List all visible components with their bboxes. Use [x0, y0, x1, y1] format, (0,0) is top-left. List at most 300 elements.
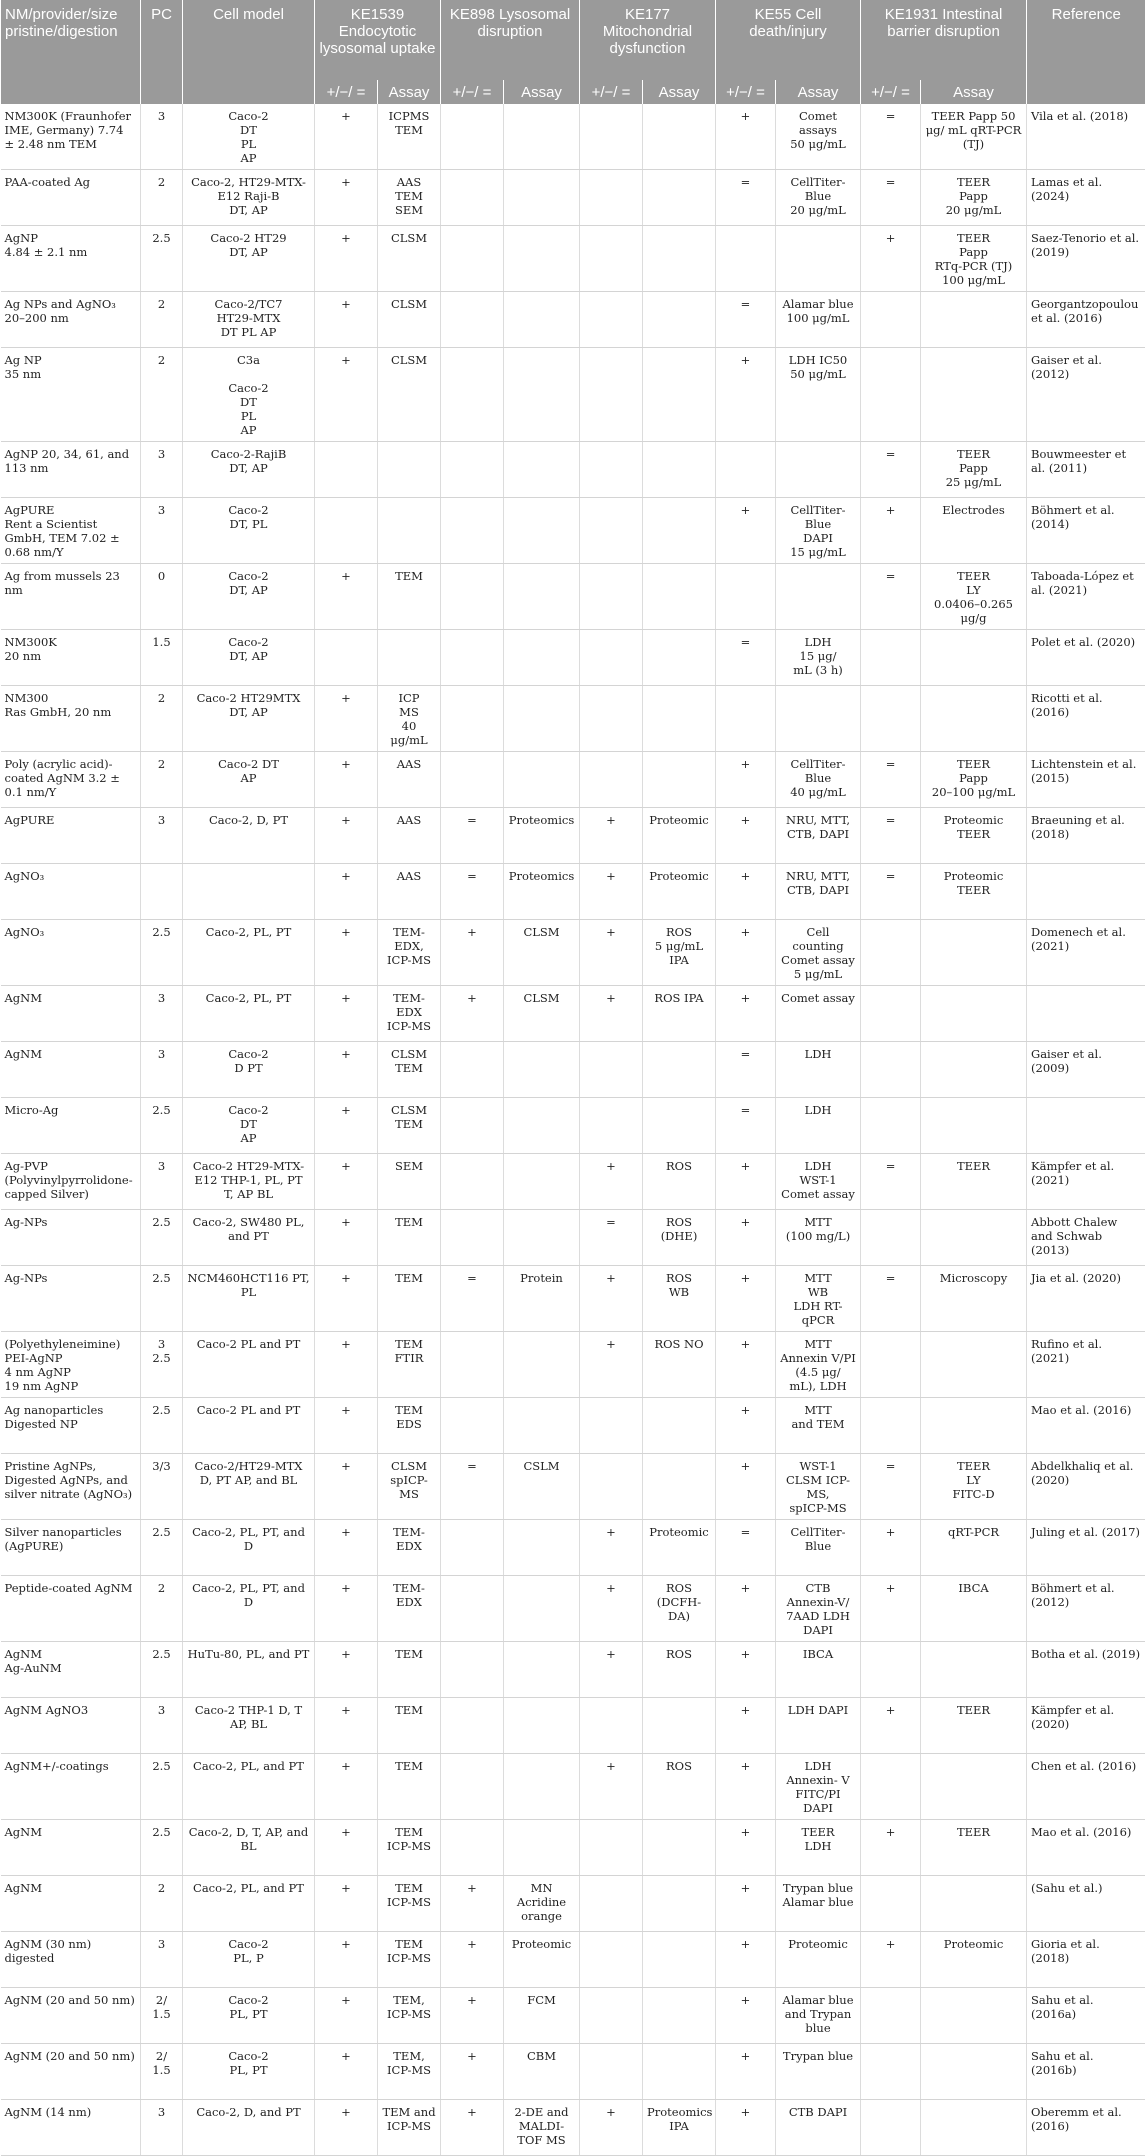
- ke898-assay-cell: [504, 498, 580, 564]
- ke898-sign-cell: [441, 1642, 504, 1698]
- pc-cell: 0: [141, 564, 183, 630]
- ke1539-assay-cell: TEM ICP-MS: [378, 1932, 441, 1988]
- ke177-assay-cell: [643, 104, 716, 170]
- nm-cell: AgNM: [1, 986, 141, 1042]
- table-row: [1, 292, 1145, 348]
- ke55-sign-cell: =: [716, 170, 776, 226]
- ke1539-sign-cell: +: [315, 1398, 378, 1454]
- ke177-assay-cell: [643, 226, 716, 292]
- ke55-sign-cell: =: [716, 1520, 776, 1576]
- pc-cell: 3: [141, 1698, 183, 1754]
- ke55-assay-cell: Cell counting Comet assay 5 μg/mL: [776, 920, 861, 986]
- nm-cell: AgNM AgNO3: [1, 1698, 141, 1754]
- ke55-sign-cell: +: [716, 1642, 776, 1698]
- ke1931-assay-cell: [921, 630, 1027, 686]
- table-row: [1, 564, 1145, 630]
- ke1931-assay-cell: [921, 1332, 1027, 1398]
- cell-model-cell: Caco-2, SW480 PL, and PT: [183, 1210, 315, 1266]
- cell-model-cell: Caco-2/HT29-MTX D, PT AP, and BL: [183, 1454, 315, 1520]
- cell-model-cell: Caco-2-RajiB DT, AP: [183, 442, 315, 498]
- ke55-sign-cell: +: [716, 348, 776, 442]
- ke1931-sign-cell: [861, 348, 921, 442]
- ke1539-sign-cell: +: [315, 1154, 378, 1210]
- pc-cell: 2.5: [141, 1754, 183, 1820]
- ke1539-assay-cell: [378, 498, 441, 564]
- table-row: [1, 1520, 1145, 1576]
- nm-cell: Poly (acrylic acid)-coated AgNM 3.2 ± 0.1 nm/Y: [1, 752, 141, 808]
- ke1539-assay-cell: TEM: [378, 1642, 441, 1698]
- ke177-assay-cell: [643, 1698, 716, 1754]
- ke1931-assay-cell: TEER LY FITC-D: [921, 1454, 1027, 1520]
- ke55-sign-cell: [716, 442, 776, 498]
- ke177-sign-cell: [580, 1932, 643, 1988]
- ke55-assay-cell: WST-1 CLSM ICP-MS, spICP-MS: [776, 1454, 861, 1520]
- ke55-assay-cell: LDH IC50 50 μg/mL: [776, 348, 861, 442]
- ke177-assay-cell: Proteomic: [643, 1520, 716, 1576]
- ke898-sign-cell: [441, 752, 504, 808]
- ke1931-assay-cell: Proteomic TEER: [921, 864, 1027, 920]
- ke177-sign-cell: [580, 752, 643, 808]
- reference-cell: Ricotti et al. (2016): [1027, 686, 1145, 752]
- ke898-assay-cell: [504, 1332, 580, 1398]
- cell-model-cell: Caco-2 DT, PL: [183, 498, 315, 564]
- col-nm: NM/provider/size pristine/digestion: [1, 0, 141, 104]
- ke898-assay-cell: FCM: [504, 1988, 580, 2044]
- cell-model-cell: Caco-2, D, PT: [183, 808, 315, 864]
- ke898-sign-cell: [441, 1210, 504, 1266]
- reference-cell: Botha et al. (2019): [1027, 1642, 1145, 1698]
- col-ke898: KE898 Lysosomal disruption: [441, 0, 580, 80]
- pc-cell: 2: [141, 752, 183, 808]
- cell-model-cell: Caco-2 DT, AP: [183, 564, 315, 630]
- ke898-sign-cell: +: [441, 1876, 504, 1932]
- ke177-assay-cell: [643, 1042, 716, 1098]
- col-ke55: KE55 Cell death/injury: [716, 0, 861, 80]
- ke55-sign-cell: [716, 564, 776, 630]
- reference-cell: [1027, 1098, 1145, 1154]
- ke177-assay-cell: [643, 1876, 716, 1932]
- subcol-assay: Assay: [921, 80, 1027, 104]
- ke1539-sign-cell: +: [315, 1576, 378, 1642]
- ke1931-sign-cell: +: [861, 498, 921, 564]
- ke1539-assay-cell: SEM: [378, 1154, 441, 1210]
- ke898-sign-cell: =: [441, 1266, 504, 1332]
- ke177-assay-cell: ROS WB: [643, 1266, 716, 1332]
- nm-cell: NM300 Ras GmbH, 20 nm: [1, 686, 141, 752]
- ke898-sign-cell: [441, 630, 504, 686]
- cell-model-cell: Caco-2 PL, PT: [183, 1988, 315, 2044]
- ke898-sign-cell: [441, 170, 504, 226]
- ke177-sign-cell: +: [580, 864, 643, 920]
- pc-cell: 2.5: [141, 1098, 183, 1154]
- nm-cell: Ag-PVP (Polyvinylpyrrolidone-capped Silver): [1, 1154, 141, 1210]
- ke1539-assay-cell: TEM-EDX, ICP-MS: [378, 920, 441, 986]
- ke177-sign-cell: [580, 1042, 643, 1098]
- ke177-assay-cell: [643, 348, 716, 442]
- ke55-sign-cell: +: [716, 752, 776, 808]
- ke1931-sign-cell: [861, 1398, 921, 1454]
- ke1931-sign-cell: [861, 1642, 921, 1698]
- ke55-sign-cell: [716, 686, 776, 752]
- table-row: [1, 1754, 1145, 1820]
- ke1931-sign-cell: =: [861, 808, 921, 864]
- ke177-assay-cell: [643, 442, 716, 498]
- pc-cell: 2: [141, 292, 183, 348]
- ke1539-sign-cell: +: [315, 1876, 378, 1932]
- ke898-sign-cell: [441, 1520, 504, 1576]
- ke55-assay-cell: LDH: [776, 1098, 861, 1154]
- ke177-sign-cell: [580, 1098, 643, 1154]
- ke1539-sign-cell: +: [315, 2100, 378, 2156]
- ke55-sign-cell: +: [716, 1266, 776, 1332]
- cell-model-cell: [183, 864, 315, 920]
- table-row: [1, 1820, 1145, 1876]
- ke1539-assay-cell: TEM: [378, 1210, 441, 1266]
- table-row: [1, 986, 1145, 1042]
- ke55-sign-cell: +: [716, 1210, 776, 1266]
- ke1931-sign-cell: =: [861, 752, 921, 808]
- ke898-sign-cell: [441, 226, 504, 292]
- reference-cell: Gioria et al. (2018): [1027, 1932, 1145, 1988]
- ke1539-assay-cell: CLSM: [378, 348, 441, 442]
- ke177-sign-cell: [580, 2044, 643, 2100]
- ke177-assay-cell: [643, 1454, 716, 1520]
- nm-cell: AgNP 20, 34, 61, and 113 nm: [1, 442, 141, 498]
- nm-cell: Peptide-coated AgNM: [1, 1576, 141, 1642]
- reference-cell: Saez-Tenorio et al. (2019): [1027, 226, 1145, 292]
- ke177-sign-cell: [580, 348, 643, 442]
- ke898-sign-cell: +: [441, 986, 504, 1042]
- table-header: [1, 0, 1145, 104]
- ke898-sign-cell: =: [441, 1454, 504, 1520]
- nm-cell: NM300K (Fraunhofer IME, Germany) 7.74 ± 2.48 nm TEM: [1, 104, 141, 170]
- ke1539-assay-cell: TEM and ICP-MS: [378, 2100, 441, 2156]
- col-ke177: KE177 Mitochondrial dysfunction: [580, 0, 716, 80]
- ke55-assay-cell: Trypan blue Alamar blue: [776, 1876, 861, 1932]
- ke898-assay-cell: [504, 1698, 580, 1754]
- ke1539-assay-cell: AAS: [378, 808, 441, 864]
- ke1539-sign-cell: +: [315, 752, 378, 808]
- cell-model-cell: Caco-2 D PT: [183, 1042, 315, 1098]
- ke1931-assay-cell: TEER: [921, 1154, 1027, 1210]
- cell-model-cell: Caco-2, D, and PT: [183, 2100, 315, 2156]
- ke55-sign-cell: +: [716, 1876, 776, 1932]
- cell-model-cell: Caco-2, PL, and PT: [183, 1754, 315, 1820]
- pc-cell: 2/ 1.5: [141, 2044, 183, 2100]
- ke1931-sign-cell: [861, 1876, 921, 1932]
- ke1931-sign-cell: [861, 1098, 921, 1154]
- ke55-sign-cell: +: [716, 920, 776, 986]
- ke55-sign-cell: +: [716, 1576, 776, 1642]
- reference-cell: Juling et al. (2017): [1027, 1520, 1145, 1576]
- ke177-assay-cell: [643, 752, 716, 808]
- reference-cell: Jia et al. (2020): [1027, 1266, 1145, 1332]
- ke1539-assay-cell: TEM-EDX: [378, 1520, 441, 1576]
- ke1539-assay-cell: TEM: [378, 564, 441, 630]
- nm-cell: Ag-NPs: [1, 1210, 141, 1266]
- ke177-sign-cell: [580, 104, 643, 170]
- nm-cell: AgNM (20 and 50 nm): [1, 2044, 141, 2100]
- ke177-sign-cell: [580, 292, 643, 348]
- cell-model-cell: Caco-2, HT29-MTX-E12 Raji-B DT, AP: [183, 170, 315, 226]
- ke55-sign-cell: +: [716, 1754, 776, 1820]
- cell-model-cell: Caco-2, PL, PT, and D: [183, 1520, 315, 1576]
- ke1931-assay-cell: TEER Papp 20–100 μg/mL: [921, 752, 1027, 808]
- ke177-assay-cell: ROS NO: [643, 1332, 716, 1398]
- pc-cell: 3: [141, 1932, 183, 1988]
- ke55-sign-cell: +: [716, 104, 776, 170]
- table-row: [1, 1642, 1145, 1698]
- table-row: [1, 630, 1145, 686]
- ke177-assay-cell: [643, 170, 716, 226]
- reference-cell: Gaiser et al. (2009): [1027, 1042, 1145, 1098]
- reference-cell: Lichtenstein et al. (2015): [1027, 752, 1145, 808]
- ke1539-assay-cell: ICP MS 40 μg/mL: [378, 686, 441, 752]
- ke1931-sign-cell: =: [861, 1454, 921, 1520]
- pc-cell: 2.5: [141, 1266, 183, 1332]
- ke1539-assay-cell: TEM: [378, 1266, 441, 1332]
- nm-cell: Ag NPs and AgNO₃ 20–200 nm: [1, 292, 141, 348]
- cell-model-cell: Caco-2 THP-1 D, T AP, BL: [183, 1698, 315, 1754]
- ke898-assay-cell: [504, 1098, 580, 1154]
- ke898-assay-cell: [504, 292, 580, 348]
- table-row: [1, 920, 1145, 986]
- table-row: [1, 2100, 1145, 2156]
- ke1931-assay-cell: [921, 1988, 1027, 2044]
- nm-cell: AgNM: [1, 1820, 141, 1876]
- ke177-assay-cell: [643, 1098, 716, 1154]
- ke1539-sign-cell: +: [315, 170, 378, 226]
- table-row: [1, 1576, 1145, 1642]
- ke898-assay-cell: Proteomic: [504, 1932, 580, 1988]
- ke55-assay-cell: Alamar blue 100 μg/mL: [776, 292, 861, 348]
- ke1931-assay-cell: [921, 1876, 1027, 1932]
- table-body: [1, 104, 1145, 2156]
- ke898-assay-cell: Proteomics: [504, 808, 580, 864]
- ke177-sign-cell: [580, 564, 643, 630]
- ke1539-sign-cell: +: [315, 1098, 378, 1154]
- nm-cell: AgNM+/-coatings: [1, 1754, 141, 1820]
- ke898-assay-cell: CSLM: [504, 1454, 580, 1520]
- ke55-sign-cell: +: [716, 1820, 776, 1876]
- ke898-sign-cell: +: [441, 2100, 504, 2156]
- table-row: [1, 752, 1145, 808]
- ke898-assay-cell: [504, 1154, 580, 1210]
- table-row: [1, 170, 1145, 226]
- ke177-sign-cell: [580, 686, 643, 752]
- table-row: [1, 442, 1145, 498]
- subcol-sign: +/−/ =: [441, 80, 504, 104]
- ke1539-assay-cell: TEM ICP-MS: [378, 1820, 441, 1876]
- ke177-sign-cell: +: [580, 1266, 643, 1332]
- reference-cell: Böhmert et al. (2014): [1027, 498, 1145, 564]
- reference-cell: Sahu et al. (2016a): [1027, 1988, 1145, 2044]
- ke1539-sign-cell: +: [315, 986, 378, 1042]
- nm-cell: AgPURE: [1, 808, 141, 864]
- ke1539-sign-cell: +: [315, 808, 378, 864]
- ke177-assay-cell: ROS (DHE): [643, 1210, 716, 1266]
- nm-cell: Pristine AgNPs, Digested AgNPs, and silver nitrate (AgNO₃): [1, 1454, 141, 1520]
- ke898-assay-cell: [504, 1210, 580, 1266]
- ke1539-assay-cell: TEM FTIR: [378, 1332, 441, 1398]
- ke55-assay-cell: MTT (100 mg/L): [776, 1210, 861, 1266]
- ke1539-sign-cell: [315, 630, 378, 686]
- table-row: [1, 1876, 1145, 1932]
- ke1931-assay-cell: TEER LY 0.0406–0.265 μg/g: [921, 564, 1027, 630]
- ke177-sign-cell: +: [580, 1332, 643, 1398]
- subcol-sign: +/−/ =: [716, 80, 776, 104]
- nm-cell: Micro-Ag: [1, 1098, 141, 1154]
- ke1539-sign-cell: +: [315, 920, 378, 986]
- ke1539-sign-cell: +: [315, 2044, 378, 2100]
- table-row: [1, 498, 1145, 564]
- ke55-assay-cell: CellTiter-Blue DAPI 15 μg/mL: [776, 498, 861, 564]
- table-row: [1, 1154, 1145, 1210]
- ke1931-sign-cell: +: [861, 1820, 921, 1876]
- pc-cell: 3: [141, 1042, 183, 1098]
- ke898-sign-cell: [441, 564, 504, 630]
- cell-model-cell: Caco-2 HT29-MTX-E12 THP-1, PL, PT T, AP BL: [183, 1154, 315, 1210]
- reference-cell: Taboada-López et al. (2021): [1027, 564, 1145, 630]
- ke1931-sign-cell: [861, 2044, 921, 2100]
- pc-cell: 3: [141, 498, 183, 564]
- ke1931-sign-cell: [861, 686, 921, 752]
- ke1931-assay-cell: [921, 1398, 1027, 1454]
- ke177-assay-cell: [643, 1988, 716, 2044]
- cell-model-cell: Caco-2, PL, PT: [183, 986, 315, 1042]
- ke898-assay-cell: [504, 1520, 580, 1576]
- reference-cell: Polet et al. (2020): [1027, 630, 1145, 686]
- cell-model-cell: Caco-2, PL, PT: [183, 920, 315, 986]
- ke1539-assay-cell: CLSM TEM: [378, 1042, 441, 1098]
- col-reference: Reference: [1027, 0, 1145, 104]
- ke1539-sign-cell: +: [315, 1988, 378, 2044]
- ke55-assay-cell: LDH: [776, 1042, 861, 1098]
- ke1539-sign-cell: [315, 498, 378, 564]
- ke55-sign-cell: +: [716, 1932, 776, 1988]
- ke898-assay-cell: [504, 686, 580, 752]
- ke177-assay-cell: ROS: [643, 1642, 716, 1698]
- reference-cell: Mao et al. (2016): [1027, 1820, 1145, 1876]
- ke1931-assay-cell: TEER Papp RTq-PCR (TJ) 100 μg/mL: [921, 226, 1027, 292]
- ke898-sign-cell: [441, 348, 504, 442]
- table-row: [1, 226, 1145, 292]
- ke55-assay-cell: Proteomic: [776, 1932, 861, 1988]
- nm-cell: AgNO₃: [1, 920, 141, 986]
- ke1539-sign-cell: +: [315, 1642, 378, 1698]
- ke898-assay-cell: [504, 442, 580, 498]
- nm-cell: AgNO₃: [1, 864, 141, 920]
- ke1539-assay-cell: CLSM: [378, 226, 441, 292]
- ke1931-assay-cell: Proteomic TEER: [921, 808, 1027, 864]
- subcol-sign: +/−/ =: [580, 80, 643, 104]
- ke898-assay-cell: MN Acridine orange: [504, 1876, 580, 1932]
- ke177-assay-cell: ROS IPA: [643, 986, 716, 1042]
- reference-cell: Kämpfer et al. (2020): [1027, 1698, 1145, 1754]
- ke55-assay-cell: LDH Annexin- V FITC/PI DAPI: [776, 1754, 861, 1820]
- table-row: [1, 104, 1145, 170]
- ke177-sign-cell: [580, 1398, 643, 1454]
- cell-model-cell: C3a Caco-2 DT PL AP: [183, 348, 315, 442]
- ke55-assay-cell: Trypan blue: [776, 2044, 861, 2100]
- ke177-sign-cell: [580, 1454, 643, 1520]
- nm-cell: Ag NP 35 nm: [1, 348, 141, 442]
- ke1931-sign-cell: =: [861, 442, 921, 498]
- ke55-assay-cell: CTB Annexin-V/ 7AAD LDH DAPI: [776, 1576, 861, 1642]
- ke55-assay-cell: NRU, MTT, CTB, DAPI: [776, 808, 861, 864]
- ke898-sign-cell: [441, 1698, 504, 1754]
- reference-cell: (Sahu et al.): [1027, 1876, 1145, 1932]
- ke1931-sign-cell: [861, 1988, 921, 2044]
- table-row: [1, 1042, 1145, 1098]
- table-row: [1, 2044, 1145, 2100]
- cell-model-cell: Caco-2/TC7 HT29-MTX DT PL AP: [183, 292, 315, 348]
- ke55-assay-cell: CellTiter-Blue 20 μg/mL: [776, 170, 861, 226]
- reference-cell: Böhmert et al. (2012): [1027, 1576, 1145, 1642]
- subcol-assay: Assay: [643, 80, 716, 104]
- nm-cell: AgNM (30 nm) digested: [1, 1932, 141, 1988]
- ke55-sign-cell: +: [716, 1332, 776, 1398]
- reference-cell: Domenech et al. (2021): [1027, 920, 1145, 986]
- nm-cell: (Polyethyleneimine) PEI-AgNP 4 nm AgNP 19 nm AgNP: [1, 1332, 141, 1398]
- ke1539-assay-cell: AAS TEM SEM: [378, 170, 441, 226]
- table-row: [1, 1210, 1145, 1266]
- ke1931-assay-cell: [921, 920, 1027, 986]
- ke898-sign-cell: [441, 498, 504, 564]
- ke1539-assay-cell: TEM, ICP-MS: [378, 1988, 441, 2044]
- pc-cell: 3: [141, 986, 183, 1042]
- ke1539-sign-cell: +: [315, 1454, 378, 1520]
- ke898-assay-cell: [504, 752, 580, 808]
- ke1931-assay-cell: [921, 1098, 1027, 1154]
- ke1931-sign-cell: [861, 1332, 921, 1398]
- ke177-assay-cell: [643, 292, 716, 348]
- pc-cell: 3/3: [141, 1454, 183, 1520]
- reference-cell: Georgantzopoulou et al. (2016): [1027, 292, 1145, 348]
- ke177-assay-cell: ROS 5 μg/mL IPA: [643, 920, 716, 986]
- nm-cell: Ag nanoparticles Digested NP: [1, 1398, 141, 1454]
- ke1539-sign-cell: +: [315, 1698, 378, 1754]
- ke55-sign-cell: =: [716, 1042, 776, 1098]
- ke55-sign-cell: +: [716, 1988, 776, 2044]
- ke1931-sign-cell: =: [861, 104, 921, 170]
- ke1539-assay-cell: AAS: [378, 864, 441, 920]
- cell-model-cell: Caco-2 PL, P: [183, 1932, 315, 1988]
- cell-model-cell: Caco-2 PL and PT: [183, 1398, 315, 1454]
- ke1539-sign-cell: +: [315, 686, 378, 752]
- ke1931-assay-cell: [921, 1642, 1027, 1698]
- ke177-assay-cell: Proteomics IPA: [643, 2100, 716, 2156]
- ke1539-assay-cell: CLSM TEM: [378, 1098, 441, 1154]
- ke177-assay-cell: Proteomic: [643, 864, 716, 920]
- subcol-assay: Assay: [378, 80, 441, 104]
- ke177-assay-cell: ROS: [643, 1154, 716, 1210]
- table-row: [1, 1098, 1145, 1154]
- ke1539-assay-cell: [378, 442, 441, 498]
- ke1931-assay-cell: IBCA: [921, 1576, 1027, 1642]
- ke898-assay-cell: CLSM: [504, 986, 580, 1042]
- ke1931-sign-cell: [861, 1210, 921, 1266]
- ke1539-sign-cell: +: [315, 1932, 378, 1988]
- ke898-assay-cell: [504, 1576, 580, 1642]
- table-row: [1, 348, 1145, 442]
- pc-cell: 2.5: [141, 1398, 183, 1454]
- col-pc: PC: [141, 0, 183, 104]
- pc-cell: 2: [141, 170, 183, 226]
- ke898-assay-cell: [504, 1042, 580, 1098]
- ke898-sign-cell: +: [441, 1988, 504, 2044]
- ke898-assay-cell: 2-DE and MALDI- TOF MS: [504, 2100, 580, 2156]
